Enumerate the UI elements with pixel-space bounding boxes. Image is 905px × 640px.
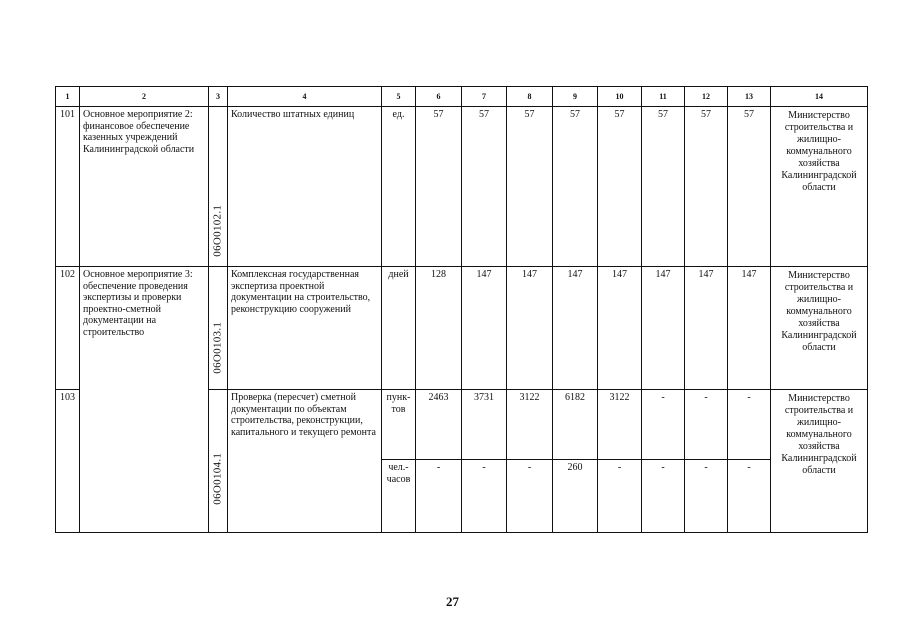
header-cell: 4 (228, 87, 382, 107)
table-header-row (56, 87, 868, 107)
value-cell: 147 (462, 267, 507, 390)
value-cell: 57 (416, 107, 462, 267)
header-cell: 5 (382, 87, 416, 107)
value-cell: 147 (553, 267, 598, 390)
value-cell: 260 (553, 460, 598, 533)
value-cell: 57 (642, 107, 685, 267)
value-cell: 57 (728, 107, 771, 267)
value-cell: 57 (685, 107, 728, 267)
header-cell: 14 (771, 87, 868, 107)
value-cell: 147 (598, 267, 642, 390)
executor: Министерство строительства и жилищно-коммунального хозяйства Калининградской области (771, 107, 868, 267)
header-cell: 7 (462, 87, 507, 107)
unit: ед. (382, 107, 416, 267)
value-cell: - (642, 390, 685, 460)
value-cell: 147 (507, 267, 553, 390)
value-cell: - (728, 390, 771, 460)
row-number: 102 (56, 267, 80, 390)
budget-code-cell (209, 107, 228, 267)
value-cell: - (507, 460, 553, 533)
header-cell: 11 (642, 87, 685, 107)
value-cell: 147 (728, 267, 771, 390)
table-row (56, 107, 868, 267)
header-cell: 12 (685, 87, 728, 107)
executor: Министерство строительства и жилищно-коммунального хозяйства Калининградской области (771, 267, 868, 390)
row-number: 103 (56, 390, 80, 533)
value-cell: - (728, 460, 771, 533)
table-row (56, 267, 868, 390)
value-cell: 3122 (598, 390, 642, 460)
header-cell: 2 (80, 87, 209, 107)
budget-code: 06О0104.1 (211, 452, 224, 505)
value-cell: - (416, 460, 462, 533)
header-cell: 10 (598, 87, 642, 107)
event-name: Основное мероприятие 2: финансовое обеспечение казенных учреждений Калининградской области (80, 107, 209, 267)
budget-code-cell (209, 390, 228, 533)
value-cell: 147 (642, 267, 685, 390)
unit: пунк-тов (382, 390, 416, 460)
value-cell: 3122 (507, 390, 553, 460)
value-cell: - (685, 390, 728, 460)
data-table (55, 86, 868, 533)
indicator-name: Количество штатных единиц (228, 107, 382, 267)
header-cell: 6 (416, 87, 462, 107)
page-number: 27 (446, 594, 459, 609)
value-cell: - (598, 460, 642, 533)
value-cell: 57 (553, 107, 598, 267)
budget-code-cell (209, 267, 228, 390)
unit: чел.-часов (382, 460, 416, 533)
value-cell: 57 (462, 107, 507, 267)
value-cell: 2463 (416, 390, 462, 460)
value-cell: 57 (598, 107, 642, 267)
value-cell: 57 (507, 107, 553, 267)
value-cell: 6182 (553, 390, 598, 460)
executor: Министерство строительства и жилищно-коммунального хозяйства Калининградской области (771, 390, 868, 533)
value-cell: - (642, 460, 685, 533)
header-cell: 13 (728, 87, 771, 107)
indicator-name: Проверка (пересчет) сметной документации по объектам строительства, реконструкции, капитального и текущего ремонта (228, 390, 382, 533)
value-cell: - (685, 460, 728, 533)
indicator-name: Комплексная государственная экспертиза проектной документации на строительство, реконструкцию сооружений (228, 267, 382, 390)
event-name: Основное мероприятие 3: обеспечение проведения экспертизы и проверки проектно-сметной документации на строительство (80, 267, 209, 533)
value-cell: 147 (685, 267, 728, 390)
value-cell: 3731 (462, 390, 507, 460)
row-number: 101 (56, 107, 80, 267)
value-cell: - (462, 460, 507, 533)
header-cell: 8 (507, 87, 553, 107)
budget-code: 06О0103.1 (211, 321, 224, 374)
budget-code: 06О0102.1 (211, 204, 224, 257)
header-cell: 3 (209, 87, 228, 107)
unit: дней (382, 267, 416, 390)
header-cell: 1 (56, 87, 80, 107)
header-cell: 9 (553, 87, 598, 107)
value-cell: 128 (416, 267, 462, 390)
